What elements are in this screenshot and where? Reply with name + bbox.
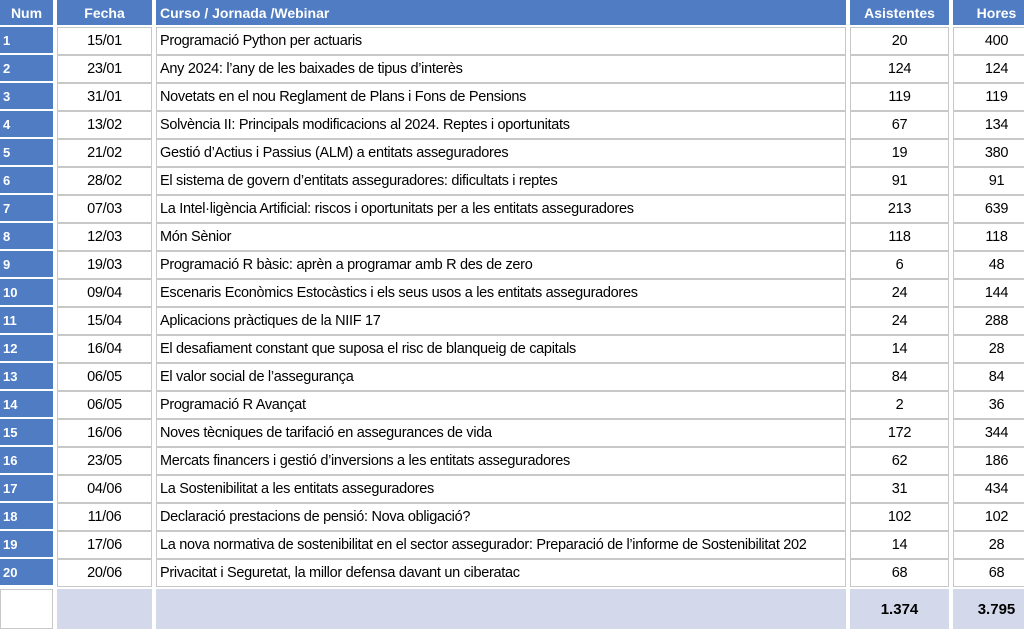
row-asistentes: 68	[850, 559, 949, 587]
row-hores: 400	[953, 27, 1024, 55]
row-asistentes: 14	[850, 335, 949, 363]
row-fecha: 16/04	[57, 335, 152, 363]
row-curso: Aplicacions pràctiques de la NIIF 17	[156, 307, 846, 335]
row-num: 8	[0, 223, 53, 251]
row-asistentes: 31	[850, 475, 949, 503]
row-asistentes: 91	[850, 167, 949, 195]
row-fecha: 13/02	[57, 111, 152, 139]
row-hores: 118	[953, 223, 1024, 251]
row-asistentes: 6	[850, 251, 949, 279]
row-num: 1	[0, 27, 53, 55]
row-fecha: 19/03	[57, 251, 152, 279]
row-num: 6	[0, 167, 53, 195]
row-asistentes: 67	[850, 111, 949, 139]
row-fecha: 21/02	[57, 139, 152, 167]
row-curso: Noves tècniques de tarifació en assegurances de vida	[156, 419, 846, 447]
row-curso: Any 2024: l’any de les baixades de tipus d’interès	[156, 55, 846, 83]
row-curso: El valor social de l’assegurança	[156, 363, 846, 391]
row-hores: 36	[953, 391, 1024, 419]
total-hores: 3.795	[953, 589, 1024, 629]
total-curso-blank	[156, 589, 846, 629]
row-asistentes: 102	[850, 503, 949, 531]
row-curso: La Intel·ligència Artificial: riscos i oportunitats per a les entitats asseguradores	[156, 195, 846, 223]
row-hores: 288	[953, 307, 1024, 335]
row-curso: Solvència II: Principals modificacions al 2024. Reptes i oportunitats	[156, 111, 846, 139]
row-fecha: 17/06	[57, 531, 152, 559]
total-asistentes: 1.374	[850, 589, 949, 629]
row-hores: 91	[953, 167, 1024, 195]
row-hores: 102	[953, 503, 1024, 531]
row-curso: La Sostenibilitat a les entitats asseguradores	[156, 475, 846, 503]
row-fecha: 06/05	[57, 363, 152, 391]
row-num: 7	[0, 195, 53, 223]
row-asistentes: 24	[850, 307, 949, 335]
row-num: 18	[0, 503, 53, 531]
row-hores: 68	[953, 559, 1024, 587]
row-num: 19	[0, 531, 53, 559]
row-num: 13	[0, 363, 53, 391]
row-num: 12	[0, 335, 53, 363]
row-num: 9	[0, 251, 53, 279]
row-hores: 119	[953, 83, 1024, 111]
row-asistentes: 84	[850, 363, 949, 391]
row-fecha: 15/04	[57, 307, 152, 335]
row-curso: Escenaris Econòmics Estocàstics i els seus usos a les entitats asseguradores	[156, 279, 846, 307]
row-asistentes: 118	[850, 223, 949, 251]
row-curso: Gestió d’Actius i Passius (ALM) a entitats asseguradores	[156, 139, 846, 167]
row-hores: 134	[953, 111, 1024, 139]
row-curso: El sistema de govern d’entitats asseguradores: dificultats i reptes	[156, 167, 846, 195]
row-curso: Món Sènior	[156, 223, 846, 251]
header-num: Num	[0, 0, 53, 25]
row-curso: Programació R bàsic: aprèn a programar amb R des de zero	[156, 251, 846, 279]
row-fecha: 07/03	[57, 195, 152, 223]
row-curso: Declaració prestacions de pensió: Nova obligació?	[156, 503, 846, 531]
row-curso: El desafiament constant que suposa el risc de blanqueig de capitals	[156, 335, 846, 363]
row-fecha: 20/06	[57, 559, 152, 587]
row-fecha: 09/04	[57, 279, 152, 307]
row-num: 14	[0, 391, 53, 419]
row-hores: 186	[953, 447, 1024, 475]
row-fecha: 31/01	[57, 83, 152, 111]
total-fecha-blank	[57, 589, 152, 629]
row-hores: 344	[953, 419, 1024, 447]
row-hores: 48	[953, 251, 1024, 279]
row-asistentes: 19	[850, 139, 949, 167]
row-fecha: 16/06	[57, 419, 152, 447]
row-fecha: 04/06	[57, 475, 152, 503]
row-hores: 28	[953, 531, 1024, 559]
row-fecha: 12/03	[57, 223, 152, 251]
row-hores: 84	[953, 363, 1024, 391]
row-curso: Novetats en el nou Reglament de Plans i Fons de Pensions	[156, 83, 846, 111]
header-fecha: Fecha	[57, 0, 152, 25]
row-asistentes: 14	[850, 531, 949, 559]
row-num: 20	[0, 559, 53, 587]
row-hores: 144	[953, 279, 1024, 307]
row-curso: Programació R Avançat	[156, 391, 846, 419]
row-num: 10	[0, 279, 53, 307]
header-curso: Curso / Jornada /Webinar	[156, 0, 846, 25]
row-num: 16	[0, 447, 53, 475]
row-asistentes: 213	[850, 195, 949, 223]
row-fecha: 06/05	[57, 391, 152, 419]
row-num: 17	[0, 475, 53, 503]
row-fecha: 23/05	[57, 447, 152, 475]
row-num: 2	[0, 55, 53, 83]
row-num: 4	[0, 111, 53, 139]
row-asistentes: 2	[850, 391, 949, 419]
row-hores: 124	[953, 55, 1024, 83]
row-asistentes: 62	[850, 447, 949, 475]
row-hores: 639	[953, 195, 1024, 223]
row-asistentes: 172	[850, 419, 949, 447]
total-num-blank	[0, 589, 53, 629]
row-asistentes: 119	[850, 83, 949, 111]
row-num: 3	[0, 83, 53, 111]
row-hores: 28	[953, 335, 1024, 363]
row-curso: La nova normativa de sostenibilitat en el sector assegurador: Preparació de l’informe de Sostenibilitat 202	[156, 531, 846, 559]
row-asistentes: 20	[850, 27, 949, 55]
row-hores: 380	[953, 139, 1024, 167]
row-fecha: 15/01	[57, 27, 152, 55]
row-num: 5	[0, 139, 53, 167]
row-curso: Privacitat i Seguretat, la millor defensa davant un ciberatac	[156, 559, 846, 587]
header-hores: Hores	[953, 0, 1024, 25]
row-curso: Programació Python per actuaris	[156, 27, 846, 55]
row-num: 15	[0, 419, 53, 447]
row-asistentes: 124	[850, 55, 949, 83]
row-fecha: 23/01	[57, 55, 152, 83]
row-hores: 434	[953, 475, 1024, 503]
header-asistentes: Asistentes	[850, 0, 949, 25]
row-curso: Mercats financers i gestió d’inversions a les entitats asseguradores	[156, 447, 846, 475]
row-fecha: 28/02	[57, 167, 152, 195]
row-fecha: 11/06	[57, 503, 152, 531]
row-asistentes: 24	[850, 279, 949, 307]
row-num: 11	[0, 307, 53, 335]
